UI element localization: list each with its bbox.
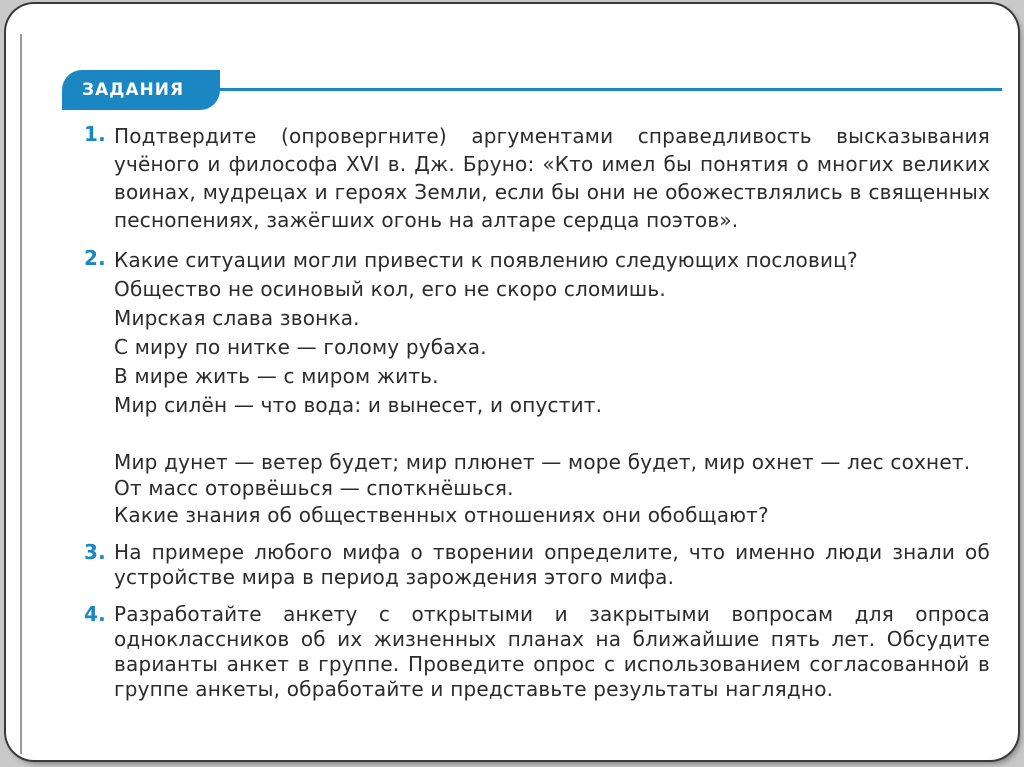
task-4 [84,602,990,702]
task-2 [84,246,990,529]
task-number: 4. [84,602,106,626]
task-text: Какие ситуации могли привести к появлению следующих пословиц? [114,248,858,272]
task-text: Подтвердите (опровергните) аргументами справедливость высказывания учёного и философа XVI в. Дж. Бруно: «Кто имел бы понятия о многих великих воинах, мудрецах и героях Земли, если бы они не обожествлялись в священных песнопениях, зажёгших огонь на алтаре сердца поэтов». [114,124,990,232]
proverb: Общество не осиновый кол, его не скоро сломишь. [114,277,666,301]
proverb: От масс оторвёшься — споткнёшься. [114,476,514,500]
slide-left-border [20,34,22,754]
header-rule [212,88,1002,91]
proverb: С миру по нитке — голому рубаха. [114,335,487,359]
task-1 [84,122,990,234]
task-number: 3. [84,540,106,564]
task-question: Какие знания об общественных отношениях они обобщают? [114,503,769,527]
task-number: 2. [84,246,106,270]
proverb: Мир дунет — ветер будет; мир плюнет — море будет, мир охнет — лес сохнет. [114,450,971,474]
tasks-list [84,120,990,702]
task-3 [84,540,990,590]
proverb: Мирская слава звонка. [114,306,360,330]
proverb: В мире жить — с миром жить. [114,364,439,388]
section-header [62,70,1002,110]
task-number: 1. [84,122,106,146]
task-text: На примере любого мифа о творении определите, что именно люди знали об устройстве мира в период зарождения этого мифа. [114,540,990,589]
spacer [114,420,990,450]
section-title: ЗАДАНИЯ [62,70,220,110]
task-text: Разработайте анкету с открытыми и закрытыми вопросам для опроса одноклассников об их жизненных планах на ближайшие пять лет. Обсудите варианты анкет в группе. Проведите опрос с использованием согласованной в группе анкеты, обработайте и представьте результаты наглядно. [114,602,990,701]
proverb: Мир силён — что вода: и вынесет, и опустит. [114,393,603,417]
